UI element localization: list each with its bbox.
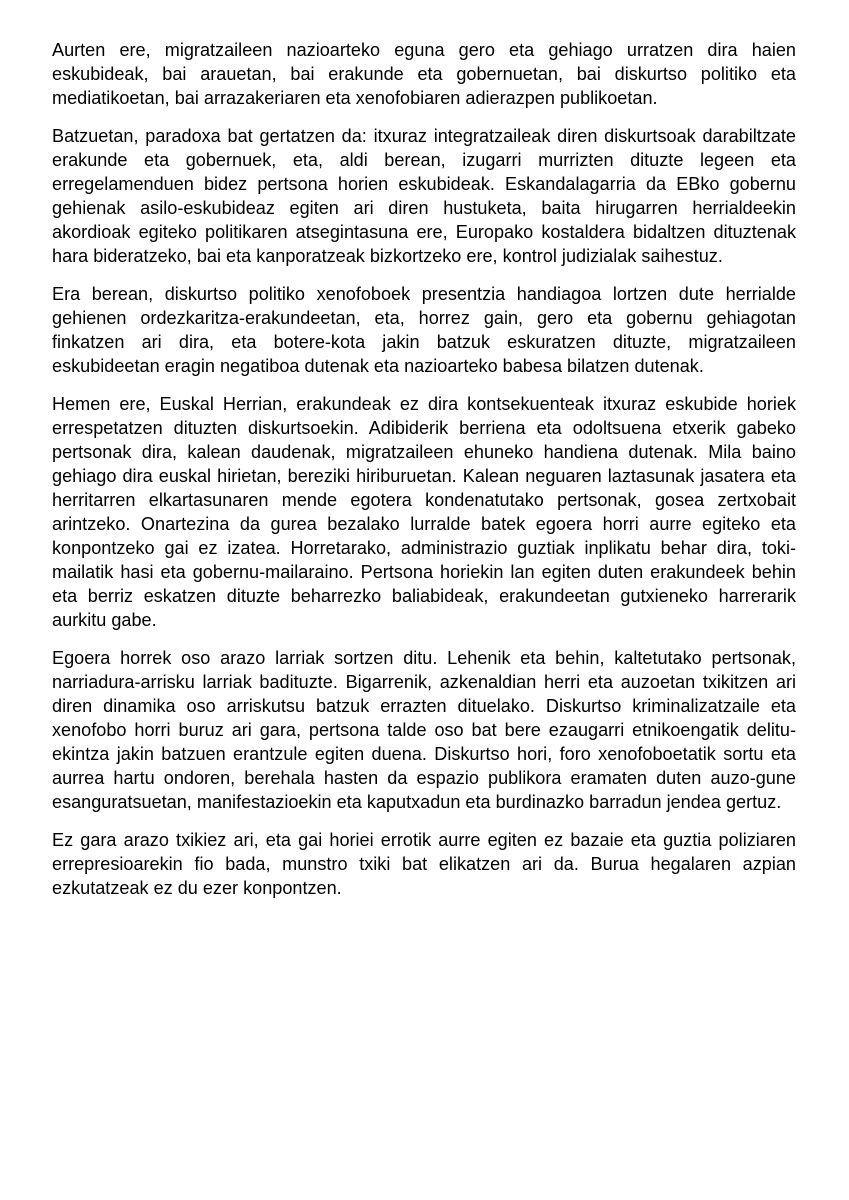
paragraph-3: Era berean, diskurtso politiko xenofoboek presentzia handiagoa lortzen dute herrialde gehienen ordezkaritza-erakundeetan, eta, horrez gain, gero eta gobernu gehiagotan finkatzen ari dira, eta botere-kota jakin batzuk eskuratzen dituzte, migratzaileen eskubideetan eragin negatiboa dutenak eta nazioarteko babesa bilatzen dutenak. xyxy=(52,284,796,376)
paragraph-1: Aurten ere, migratzaileen nazioarteko eguna gero eta gehiago urratzen dira haien eskubideak, bai arauetan, bai erakunde eta gobernuetan, bai diskurtso politiko eta mediatikoetan, bai arrazakeriaren eta xenofobiaren adierazpen publikoetan. xyxy=(52,40,796,108)
paragraph-6: Ez gara arazo txikiez ari, eta gai horiei errotik aurre egiten ez bazaie eta guztia poliziaren errepresioarekin fio bada, munstro txiki bat elikatzen ari da. Burua hegalaren azpian ezkutatzeak ez du ezer konpontzen. xyxy=(52,830,796,898)
paragraph-5: Egoera horrek oso arazo larriak sortzen ditu. Lehenik eta behin, kaltetutako pertsonak, narriadura-arrisku larriak badituzte. Bigarrenik, azkenaldian herri eta auzoetan txikitzen ari diren dinamika oso arriskutsu batzuk errazten dituelako. Diskurtso kriminalizatzaile eta xenofobo horri buruz ari gara, pertsona talde oso bat bere ezaugarri etnikoengatik delitu-ekintza jakin batzuen erantzule egiten duena. Diskurtso hori, foro xenofoboetatik sortu eta aurrea hartu ondoren, berehala hasten da espazio publikora eramaten duten auzo-gune esanguratsuetan, manifestazioekin eta kaputxadun eta burdinazko barradun jendea gertuz. xyxy=(52,648,796,812)
paragraph-4: Hemen ere, Euskal Herrian, erakundeak ez dira kontsekuenteak itxuraz eskubide horiek errespetatzen dituzten diskurtsoekin. Adibiderik berriena eta odoltsuena etxerik gabeko pertsonak dira, kalean daudenak, migratzaileen ehuneko handiena dutenak. Mila baino gehiago dira euskal hirietan, bereziki hiriburuetan. Kalean neguaren laztasunak jasatera eta herritarren elkartasunaren mende egotera kondenatutako pertsonak, gosea zertxobait arintzeko. Onartezina da gurea bezalako lurralde batek egoera horri aurre egiteko eta konpontzeko gai ez izatea. Horretarako, administrazio guztiak inplikatu behar dira, toki-mailatik hasi eta gobernu-mailaraino. Pertsona horiekin lan egiten duten erakundeek behin eta berriz eskatzen dituzte beharrezko baliabideak, erakundeetan gutxieneko harrerarik aurkitu gabe. xyxy=(52,394,796,630)
paragraph-2: Batzuetan, paradoxa bat gertatzen da: itxuraz integratzaileak diren diskurtsoak darabiltzate erakunde eta gobernuek, eta, aldi berean, izugarri murrizten dituzte legeen eta erregelamenduen bidez pertsona horien eskubideak. Eskandalagarria da EBko gobernu gehienak asilo-eskubideaz egiten ari diren hustuketa, baita hirugarren herrialdeekin akordioak egiteko politikaren atsegintasuna ere, Europako kostaldera bidaltzen dituztenak hara bideratzeko, bai eta kanporatzeak bizkortzeko ere, kontrol judizialak saihestuz. xyxy=(52,126,796,266)
document-page xyxy=(52,38,796,914)
